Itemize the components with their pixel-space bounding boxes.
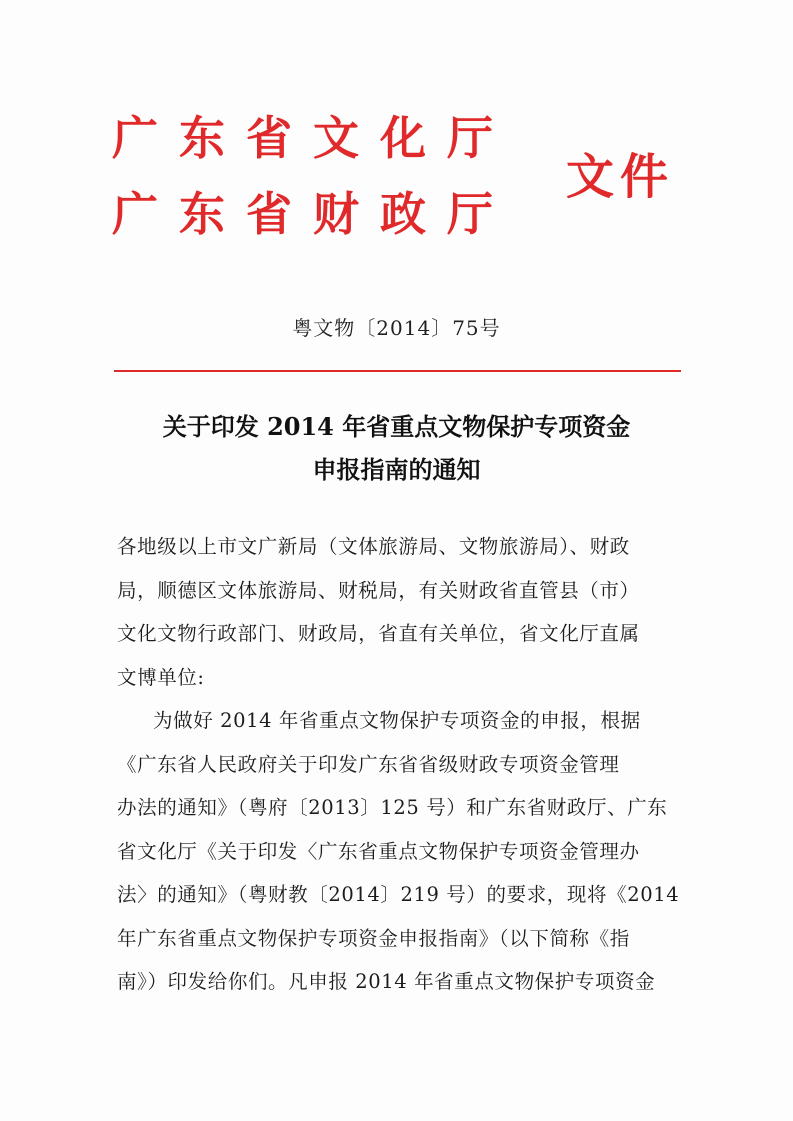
body-line: 为做好 2014 年省重点文物保护专项资金的申报，根据	[153, 709, 641, 732]
body-line: 办法的通知》（粤府〔2013〕125 号）和广东省财政厅、广东	[117, 796, 668, 819]
notice-title-line-2: 申报指南的通知	[312, 455, 481, 484]
body-line: 局，顺德区文体旅游局、财税局，有关财政省直管县（市）	[117, 578, 640, 602]
issuer-finance-department: 广东省财政厅	[112, 187, 514, 241]
document-label: 文件	[566, 149, 675, 205]
body-line: 各地级以上市文广新局（文体旅游局、文物旅游局）、财政	[117, 535, 630, 558]
red-divider	[114, 370, 681, 372]
document-number: 粤文物〔2014〕75号	[292, 316, 501, 340]
body-line: 年广东省重点文物保护专项资金申报指南》（以下简称《指	[117, 926, 630, 950]
body-line: 文博单位:	[117, 665, 205, 689]
body-line: 南》）印发给你们。凡申报 2014 年省重点文物保护专项资金	[117, 970, 656, 993]
body-line: 省文化厅《关于印发〈广东省重点文物保护专项资金管理办	[117, 839, 640, 863]
body-line: 文化文物行政部门、财政局，省直有关单位，省文化厅直属	[117, 622, 640, 645]
body-line: 法〉的通知》（粤财教〔2014〕219 号）的要求，现将《2014	[117, 883, 680, 906]
body-line: 《广东省人民政府关于印发广东省省级财政专项资金管理	[117, 752, 620, 776]
notice-body	[117, 535, 680, 1014]
issuer-culture-department: 广东省文化厅	[112, 111, 514, 165]
notice-title-line-1: 关于印发 2014 年省重点文物保护专项资金	[162, 412, 631, 441]
